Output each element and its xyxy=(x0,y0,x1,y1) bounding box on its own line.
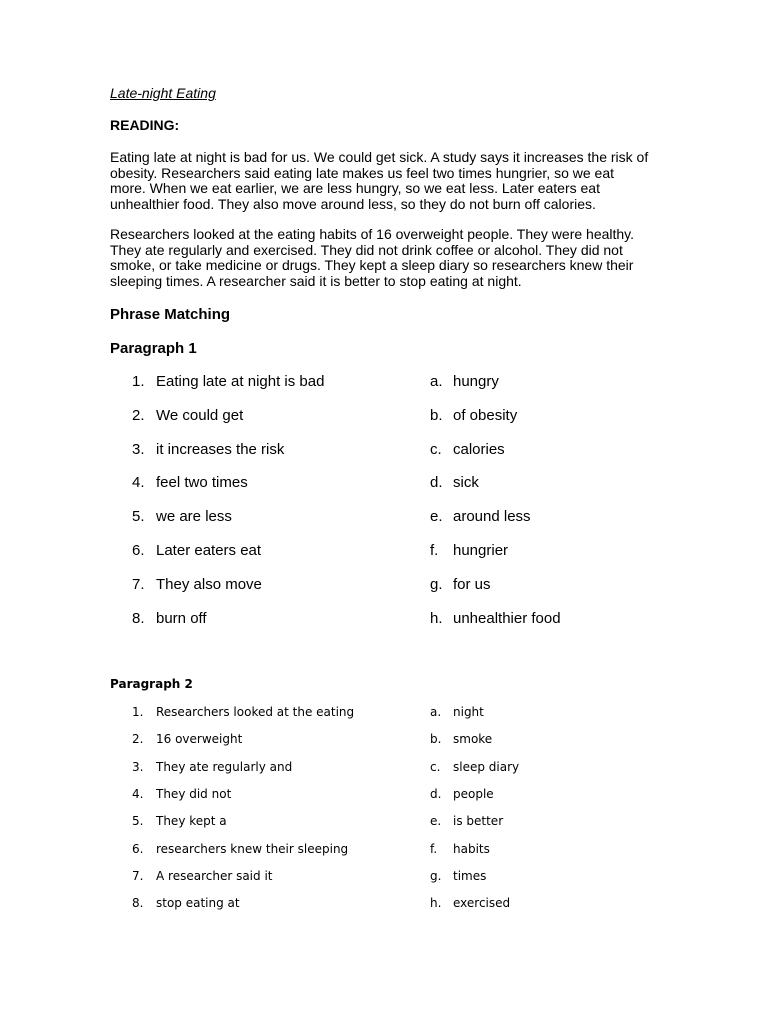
reading-line: more. When we eat earlier, we are less hungry, so we eat less. Later eaters eat xyxy=(110,180,600,196)
phrase-start: Eating late at night is bad xyxy=(156,373,325,390)
item-number: 3. xyxy=(132,441,145,458)
item-number: 7. xyxy=(132,576,145,593)
reading-line: Eating late at night is bad for us. We could get sick. A study says it increases the risk of xyxy=(110,149,649,165)
phrase-start: They did not xyxy=(156,787,232,801)
phrase-end: is better xyxy=(453,814,504,828)
item-letter: g. xyxy=(430,869,442,883)
item-letter: e. xyxy=(430,814,442,828)
phrase-end: night xyxy=(453,705,484,719)
phrase-end: smoke xyxy=(453,732,493,746)
reading-line: unhealthier food. They also move around less, so they do not burn off calories. xyxy=(110,195,596,212)
item-letter: d. xyxy=(430,787,442,801)
phrase-start: We could get xyxy=(156,407,244,424)
paragraph-2-heading: Paragraph 2 xyxy=(110,677,193,691)
reading-line: obesity. Researchers said eating late makes us feel two times hungrier, so we eat xyxy=(110,164,614,181)
item-number: 3. xyxy=(132,760,144,774)
phrase-start: stop eating at xyxy=(156,896,240,910)
item-letter: c. xyxy=(430,441,442,458)
document-title: Late-night Eating xyxy=(110,85,216,101)
item-number: 1. xyxy=(132,373,145,390)
phrase-start: A researcher said it xyxy=(156,869,273,883)
reading-paragraph-2 xyxy=(110,227,670,289)
item-number: 2. xyxy=(132,407,145,424)
phrase-start: Later eaters eat xyxy=(156,542,262,559)
phrase-start: They also move xyxy=(156,576,262,593)
phrase-start: feel two times xyxy=(156,474,248,491)
item-letter: c. xyxy=(430,760,441,774)
phrase-start: burn off xyxy=(156,610,207,627)
item-letter: b. xyxy=(430,407,443,424)
phrase-start: researchers knew their sleeping xyxy=(156,842,349,856)
item-letter: g. xyxy=(430,576,443,593)
item-number: 4. xyxy=(132,474,145,491)
item-number: 1. xyxy=(132,705,144,719)
phrase-end: people xyxy=(453,787,494,801)
phrase-start: They kept a xyxy=(156,814,227,828)
reading-paragraph-1 xyxy=(110,150,670,212)
reading-line: smoke, or take medicine or drugs. They kept a sleep diary so researchers knew their xyxy=(110,257,634,273)
item-number: 5. xyxy=(132,508,145,525)
phrase-end: exercised xyxy=(453,896,511,910)
phrase-start: 16 overweight xyxy=(156,732,243,746)
item-number: 6. xyxy=(132,842,144,856)
item-number: 5. xyxy=(132,814,144,828)
item-letter: f. xyxy=(430,842,438,856)
paragraph-1-heading: Paragraph 1 xyxy=(110,340,197,357)
item-letter: d. xyxy=(430,474,443,491)
phrase-end: around less xyxy=(453,508,531,525)
item-number: 4. xyxy=(132,787,144,801)
reading-line: sleeping times. A researcher said it is better to stop eating at night. xyxy=(110,272,522,289)
item-number: 8. xyxy=(132,610,145,627)
item-letter: b. xyxy=(430,732,442,746)
phrase-end: sick xyxy=(453,474,479,491)
item-letter: e. xyxy=(430,508,443,525)
item-number: 7. xyxy=(132,869,144,883)
item-number: 6. xyxy=(132,542,145,559)
item-letter: h. xyxy=(430,896,442,910)
reading-line: They ate regularly and exercised. They did not drink coffee or alcohol. They did not xyxy=(110,241,623,258)
item-letter: a. xyxy=(430,373,443,390)
item-letter: h. xyxy=(430,610,443,627)
phrase-end: of obesity xyxy=(453,407,518,424)
reading-heading: READING: xyxy=(110,117,180,133)
phrase-matching-heading: Phrase Matching xyxy=(110,306,231,323)
item-letter: f. xyxy=(430,542,439,559)
phrase-end: sleep diary xyxy=(453,760,520,774)
item-number: 8. xyxy=(132,896,144,910)
phrase-end: for us xyxy=(453,576,491,593)
phrase-end: unhealthier food xyxy=(453,610,561,627)
reading-line: Researchers looked at the eating habits of 16 overweight people. They were healthy. xyxy=(110,226,635,242)
phrase-end: times xyxy=(453,869,487,883)
item-number: 2. xyxy=(132,732,144,746)
phrase-end: habits xyxy=(453,842,490,856)
phrase-end: calories xyxy=(453,441,505,458)
phrase-start: it increases the risk xyxy=(156,441,285,458)
phrase-start: we are less xyxy=(156,508,232,525)
phrase-end: hungrier xyxy=(453,542,509,559)
phrase-start: They ate regularly and xyxy=(156,760,293,774)
phrase-start: Researchers looked at the eating xyxy=(156,705,355,719)
phrase-end: hungry xyxy=(453,373,499,390)
item-letter: a. xyxy=(430,705,442,719)
